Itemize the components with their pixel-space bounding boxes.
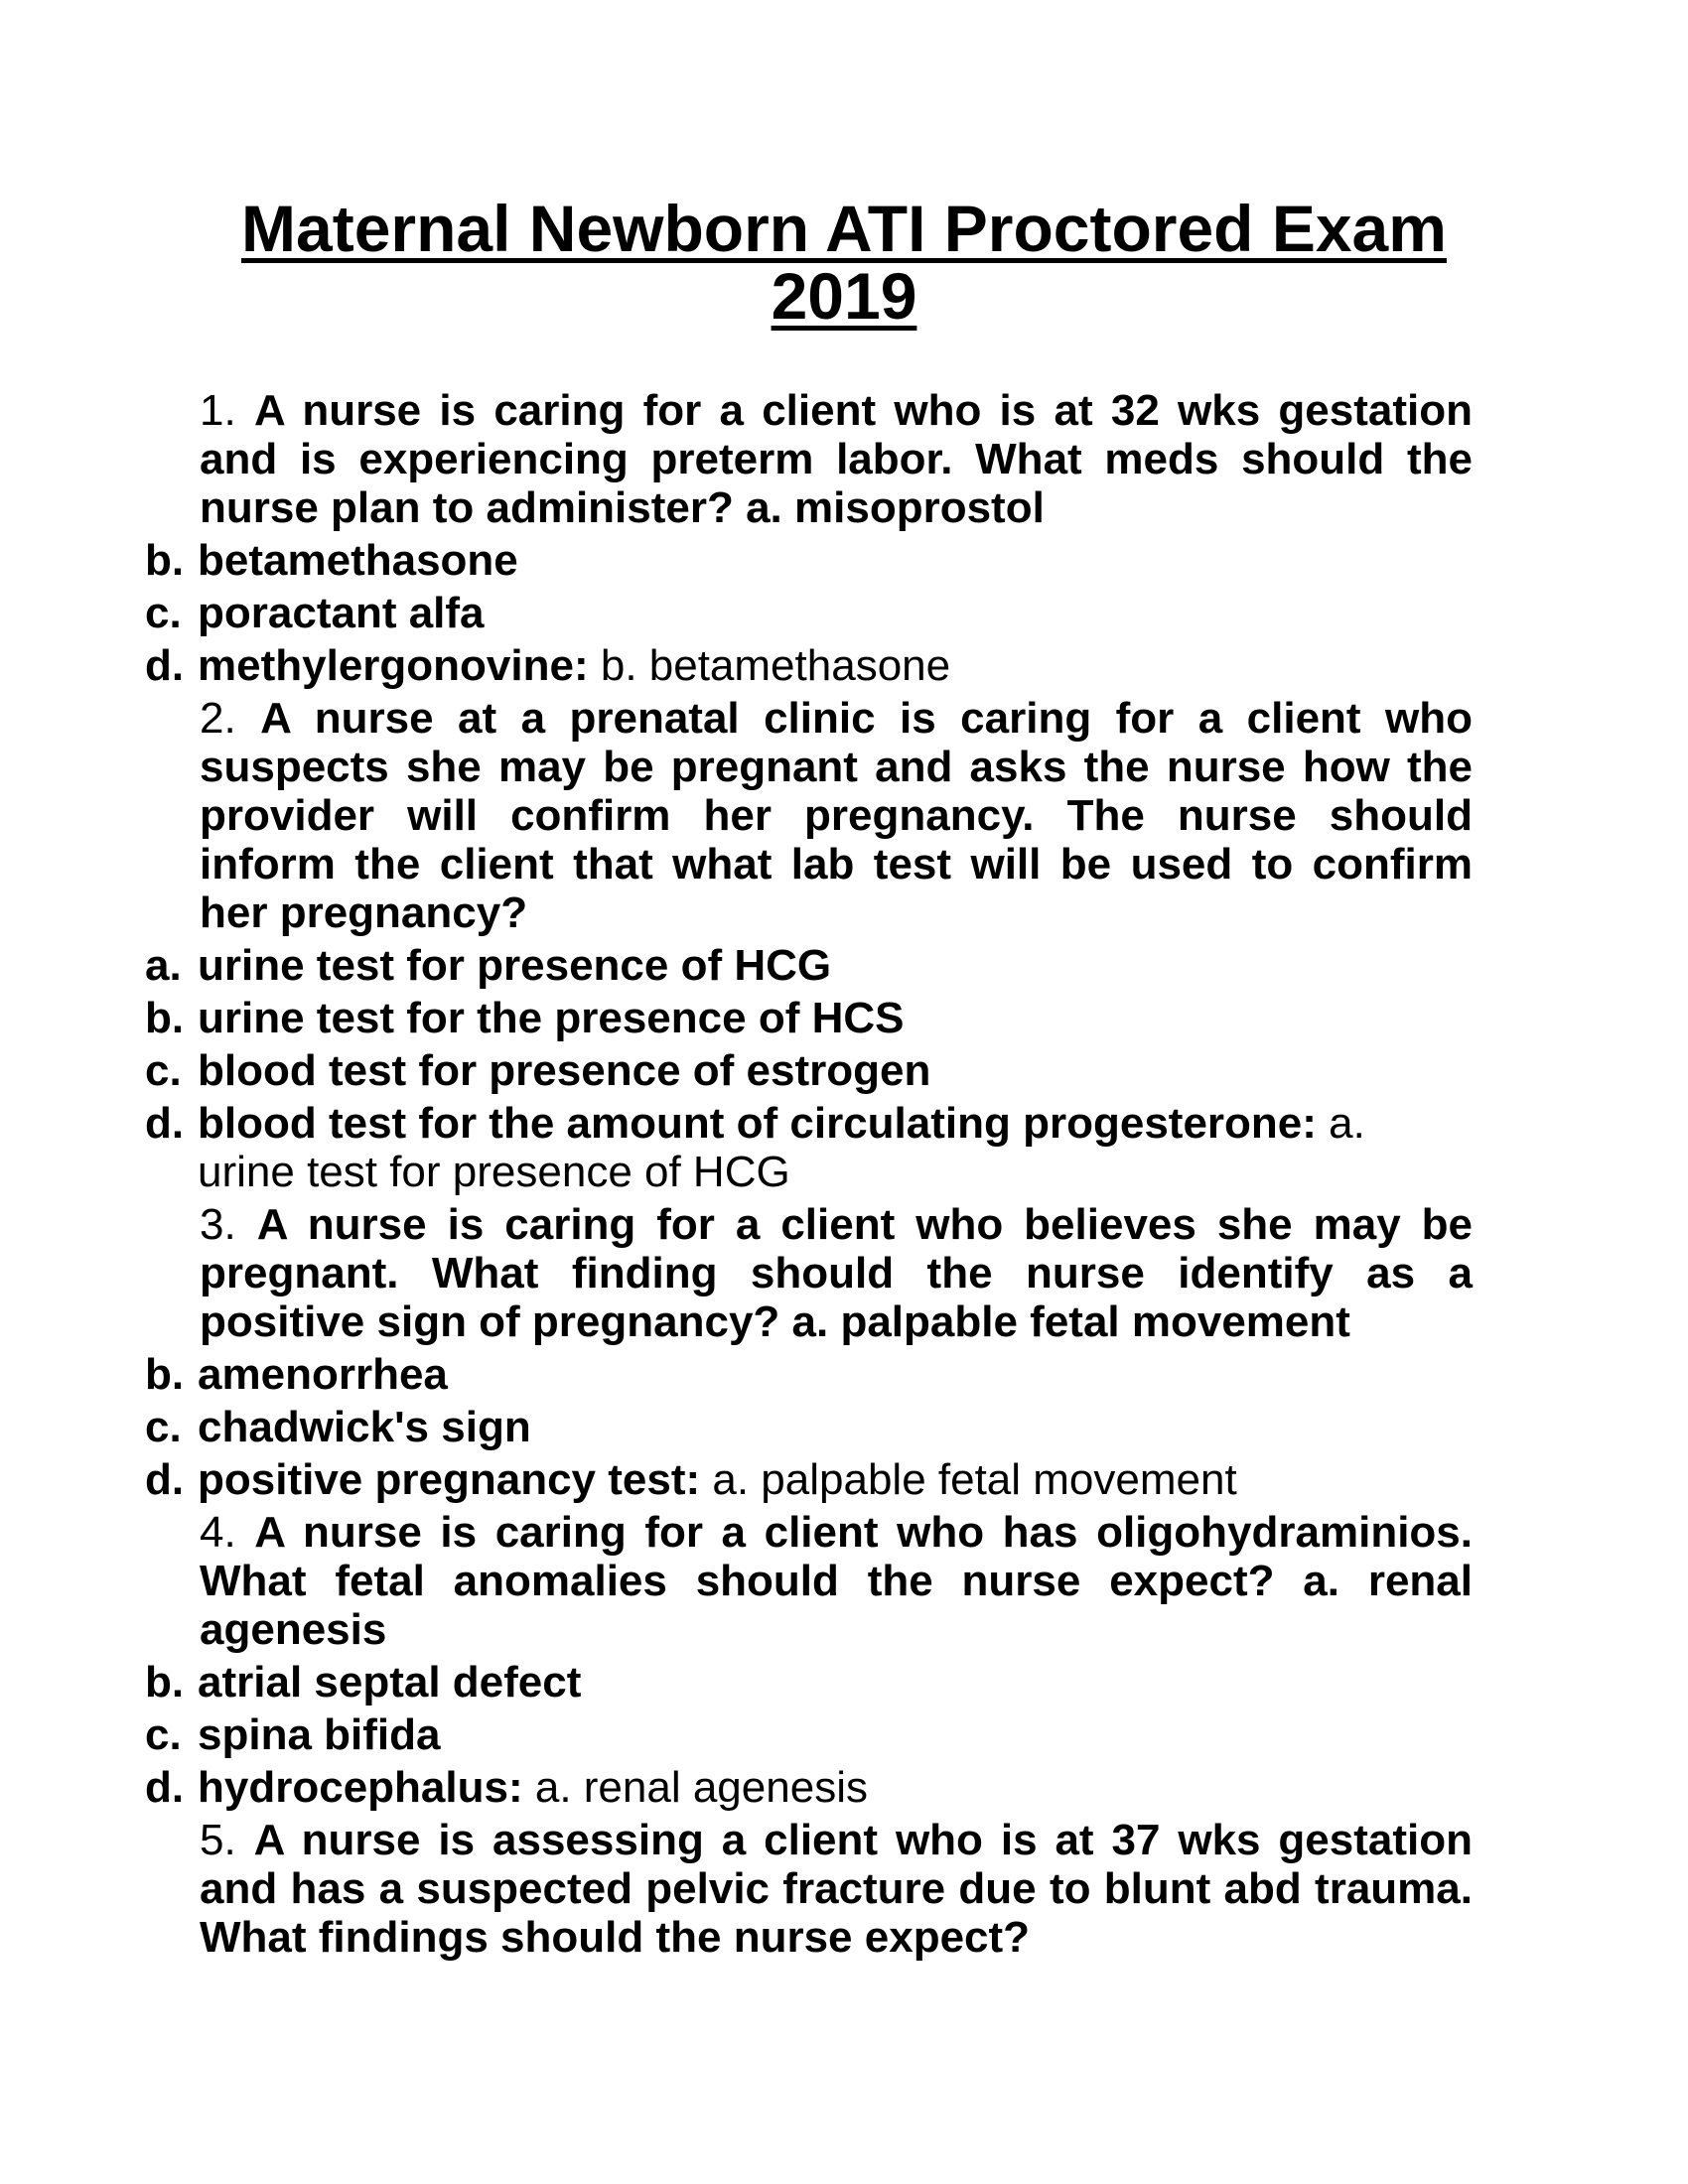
answer-option bbox=[145, 1710, 1473, 1759]
option-letter: b. bbox=[145, 1350, 185, 1399]
option-letter: d. bbox=[145, 1099, 185, 1148]
option-text: betamethasone bbox=[198, 536, 518, 585]
question-4 bbox=[200, 1508, 1473, 1654]
question-number: 4. bbox=[200, 1508, 236, 1557]
option-text: methylergonovine: bbox=[198, 641, 589, 690]
question-number: 3. bbox=[200, 1200, 236, 1249]
option-letter: d. bbox=[145, 1455, 185, 1504]
option-text: positive pregnancy test: bbox=[198, 1455, 701, 1504]
title-line-1: Maternal Newborn ATI Proctored Exam bbox=[241, 192, 1447, 265]
option-text: atrial septal defect bbox=[198, 1658, 582, 1706]
document-title bbox=[0, 192, 1688, 333]
correct-answer: b. betamethasone bbox=[588, 641, 951, 690]
question-5 bbox=[200, 1816, 1473, 1962]
option-letter: b. bbox=[145, 1658, 185, 1706]
answer-option bbox=[145, 1099, 1473, 1196]
option-letter: b. bbox=[145, 536, 185, 585]
answer-option bbox=[145, 536, 1473, 585]
answer-option bbox=[145, 1350, 1473, 1399]
option-text: spina bifida bbox=[198, 1710, 441, 1759]
option-letter: c. bbox=[145, 589, 182, 637]
correct-answer: a. renal agenesis bbox=[522, 1763, 868, 1812]
question-text: A nurse is caring for a client who believes she may be pregnant. What finding should the nurse identify as a positive sign of pregnancy? a. palpable fetal movement bbox=[200, 1200, 1473, 1346]
question-3 bbox=[200, 1200, 1473, 1346]
option-letter: c. bbox=[145, 1403, 182, 1451]
question-number: 5. bbox=[200, 1816, 236, 1864]
option-text: amenorrhea bbox=[198, 1350, 448, 1399]
option-letter: a. bbox=[145, 941, 182, 990]
option-text: chadwick's sign bbox=[198, 1403, 531, 1451]
option-letter: b. bbox=[145, 994, 185, 1042]
option-text: hydrocephalus: bbox=[198, 1763, 523, 1812]
option-text: blood test for the amount of circulating progesterone: bbox=[198, 1099, 1317, 1148]
answer-option bbox=[145, 941, 1473, 990]
option-text: urine test for presence of HCG bbox=[198, 941, 832, 990]
question-number: 2. bbox=[200, 694, 236, 743]
question-1 bbox=[200, 386, 1473, 532]
answer-option bbox=[145, 1046, 1473, 1095]
question-text: A nurse is assessing a client who is at 37 wks gestation and has a suspected pelvic fracture due to blunt abd trauma. What findings should the nurse expect? bbox=[200, 1816, 1473, 1962]
option-text: poractant alfa bbox=[198, 589, 485, 637]
question-number: 1. bbox=[200, 386, 236, 435]
question-text: A nurse is caring for a client who has oligohydraminios. What fetal anomalies should the nurse expect? a. renal agenesis bbox=[200, 1508, 1473, 1654]
question-2 bbox=[200, 694, 1473, 937]
correct-answer: a. urine test for presence of HCG bbox=[198, 1099, 1365, 1196]
question-text: A nurse is caring for a client who is at 32 wks gestation and is experiencing preterm labor. What meds should the nurse plan to administer? a. misoprostol bbox=[200, 386, 1473, 532]
option-letter: c. bbox=[145, 1046, 182, 1095]
title-line-2: 2019 bbox=[771, 259, 917, 333]
answer-option bbox=[145, 1763, 1473, 1812]
question-list bbox=[145, 386, 1473, 1962]
option-letter: c. bbox=[145, 1710, 182, 1759]
correct-answer: a. palpable fetal movement bbox=[700, 1455, 1237, 1504]
answer-option bbox=[145, 641, 1473, 690]
answer-option bbox=[145, 1455, 1473, 1504]
answer-option bbox=[145, 1658, 1473, 1706]
option-text: blood test for presence of estrogen bbox=[198, 1046, 931, 1095]
option-text: urine test for the presence of HCS bbox=[198, 994, 905, 1042]
option-letter: d. bbox=[145, 1763, 185, 1812]
question-text: A nurse at a prenatal clinic is caring for a client who suspects she may be pregnant and asks the nurse how the provider will confirm her pregnancy. The nurse should inform the client that what lab test will be used to confirm her pregnancy? bbox=[200, 694, 1473, 937]
answer-option bbox=[145, 589, 1473, 637]
answer-option bbox=[145, 994, 1473, 1042]
option-letter: d. bbox=[145, 641, 185, 690]
answer-option bbox=[145, 1403, 1473, 1451]
